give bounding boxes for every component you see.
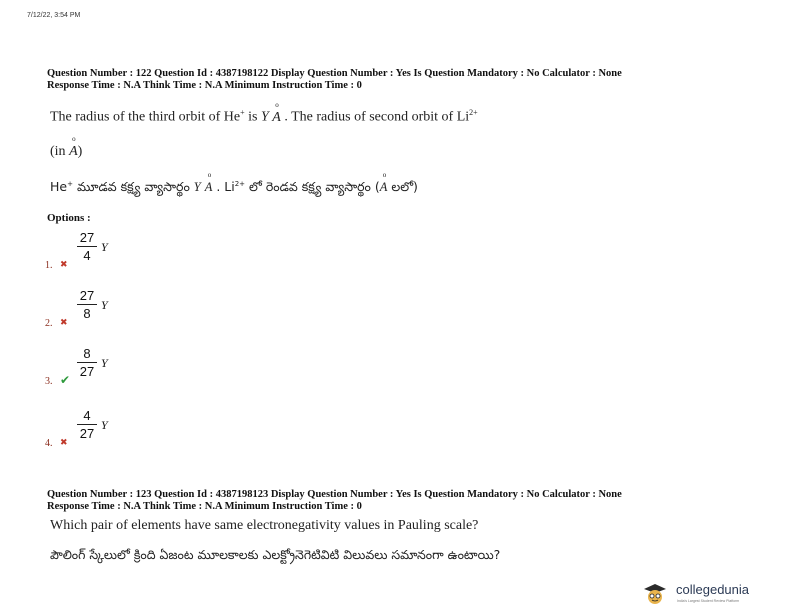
q123-english-text: Which pair of elements have same electronegativity values in Pauling scale? xyxy=(50,518,479,533)
option-variable: Y xyxy=(101,356,108,370)
graduate-mascot-icon xyxy=(642,582,668,606)
q123-header-line1: Question Number : 123 Question Id : 4387198123 Display Question Number : Yes Is Question Mandatory : No Calculator : None xyxy=(47,489,622,500)
option-number: 4. xyxy=(45,438,53,449)
q122-header-line1: Question Number : 122 Question Id : 4387198122 Display Question Number : Yes Is Question Mandatory : No Calculator : None xyxy=(47,68,622,79)
numerator: 4 xyxy=(83,408,91,423)
q122-telugu-text: He+ మూడవ కక్ష్య వ్యాసార్థం Y o A . $Li^{2+}$ లో రెండవ కక్ష్య వ్యాసార్థం ( o A లలో) xyxy=(50,171,418,194)
q122-header-line2: Response Time : N.A Think Time : N.A Minimum Instruction Time : 0 xyxy=(47,80,362,91)
option-variable: Y xyxy=(101,418,108,432)
print-timestamp: 7/12/22, 3:54 PM xyxy=(27,12,81,19)
wrong-mark-icon: ✖ xyxy=(60,437,68,447)
option-number: 3. xyxy=(45,376,53,387)
numerator: 8 xyxy=(83,346,91,361)
option-fraction xyxy=(75,346,99,379)
fraction-bar xyxy=(77,246,97,247)
fraction-bar xyxy=(77,304,97,305)
denominator: 27 xyxy=(79,426,95,441)
correct-check-icon: ✔ xyxy=(60,373,71,387)
wrong-mark-icon: ✖ xyxy=(60,259,68,269)
option-fraction xyxy=(75,408,99,441)
option-variable: Y xyxy=(101,298,108,312)
fraction-bar xyxy=(77,362,97,363)
fraction-bar xyxy=(77,424,97,425)
option-number: 2. xyxy=(45,318,53,329)
options-label: Options : xyxy=(47,212,91,224)
q123-header-line2: Response Time : N.A Think Time : N.A Minimum Instruction Time : 0 xyxy=(47,501,362,512)
q123-telugu-text: పౌలింగ్ స్కేలులో క్రింది ఏజంట మూలకాలకు ఎలక్ట్రోనెగెటివిటి విలువలు సమానంగా ఉంటాయి? xyxy=(50,547,501,562)
q122-english-text: The radius of the third orbit of He+ is Y o A . The radius of second orbit of $Li^{2+}$ xyxy=(50,100,478,125)
q122-english-text-cont: (in o A) xyxy=(50,135,83,159)
logo-tagline: India's Largest Student Review Platform xyxy=(677,599,740,603)
option-1[interactable] xyxy=(45,228,165,278)
denominator: 4 xyxy=(83,248,91,263)
option-3[interactable] xyxy=(45,344,165,394)
option-4[interactable] xyxy=(45,406,165,456)
numerator: 27 xyxy=(79,230,95,245)
numerator: 27 xyxy=(79,288,95,303)
denominator: 8 xyxy=(83,306,91,321)
option-variable: Y xyxy=(101,240,108,254)
angstrom-unit: o A xyxy=(272,100,281,125)
logo-text: collegedunia xyxy=(676,582,750,597)
wrong-mark-icon: ✖ xyxy=(60,317,68,327)
option-2[interactable] xyxy=(45,286,165,336)
option-number: 1. xyxy=(45,260,53,271)
option-fraction xyxy=(75,288,99,321)
collegedunia-logo xyxy=(642,580,782,608)
denominator: 27 xyxy=(79,364,95,379)
option-fraction xyxy=(75,230,99,263)
